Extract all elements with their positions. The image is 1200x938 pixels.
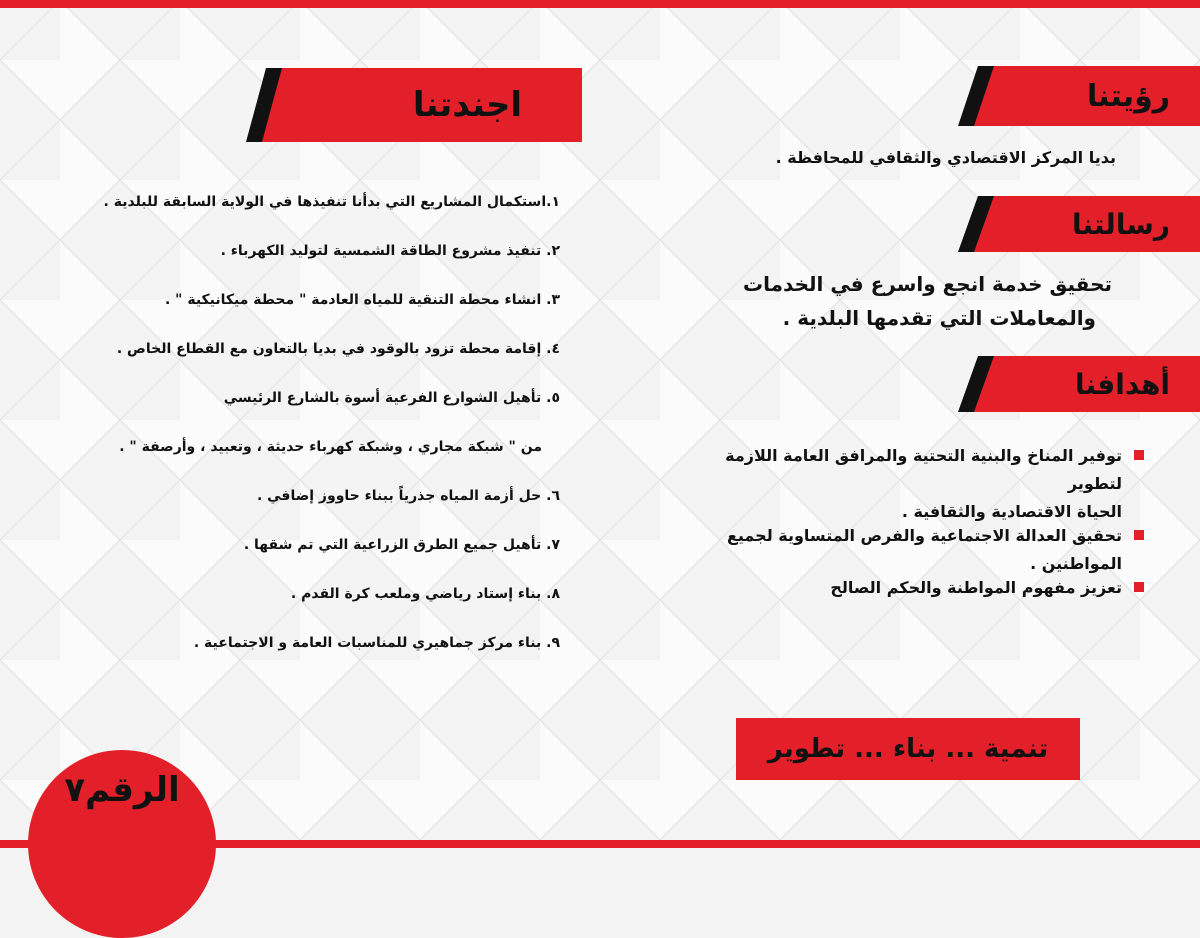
top-accent-bar — [0, 0, 1200, 8]
agenda-item: ٧. تأهيل جميع الطرق الزراعية التي تم شقها . — [243, 537, 560, 553]
mission-line-1: تحقيق خدمة انجع واسرع في الخدمات — [743, 272, 1112, 296]
goal-text-line: توفير المناخ والبنية التحتية والمرافق العامة اللازمة لتطوير — [725, 446, 1122, 493]
vision-text: بديا المركز الاقتصادي والثقافي للمحافظة . — [775, 148, 1116, 167]
bullet-square-icon — [1134, 450, 1144, 460]
bullet-square-icon — [1134, 530, 1144, 540]
agenda-item: ٩. بناء مركز جماهيري للمناسبات العامة و الاجتماعية . — [193, 635, 560, 651]
mission-line-2: والمعاملات التي تقدمها البلدية . — [782, 306, 1096, 330]
goals-heading: أهدافنا — [1074, 367, 1170, 401]
badge-text: الرقم٧ — [64, 770, 180, 810]
goal-item — [682, 574, 1122, 602]
vision-banner — [958, 66, 1200, 126]
bullet-square-icon — [1134, 582, 1144, 592]
slogan-text: تنمية ... بناء ... تطوير — [767, 734, 1049, 764]
agenda-item: ٥. تأهيل الشوارع الفرعية أسوة بالشارع الرئيسي — [223, 390, 560, 406]
agenda-list — [103, 178, 560, 668]
agenda-item: ٣. انشاء محطة التنقية للمياه العادمة " محطة ميكانيكية " . — [164, 292, 560, 308]
mission-banner — [958, 196, 1200, 252]
goal-text-line: الحياة الاقتصادية والثقافية . — [901, 502, 1122, 521]
mission-heading: رسالتنا — [1071, 207, 1170, 241]
agenda-banner — [246, 68, 582, 142]
slogan-box — [736, 718, 1080, 780]
agenda-heading: اجندتنا — [412, 85, 522, 125]
agenda-item: ٨. بناء إستاد رياضي وملعب كرة القدم . — [290, 586, 560, 602]
agenda-item: ١.استكمال المشاريع التي بدأنا تنفيذها في الولاية السابقة للبلدية . — [103, 194, 560, 210]
agenda-item: من " شبكة مجاري ، وشبكة كهرباء حديثة ، وتعبيد ، وأرصفة " . — [119, 439, 542, 455]
agenda-item: ٤. إقامة محطة تزود بالوقود في بديا بالتعاون مع القطاع الخاص . — [116, 341, 560, 357]
goals-banner — [958, 356, 1200, 412]
agenda-item: ٢. تنفيذ مشروع الطاقة الشمسية لتوليد الكهرباء . — [220, 243, 560, 259]
vision-heading: رؤيتنا — [1087, 78, 1170, 114]
goal-item — [682, 442, 1122, 526]
goal-item — [682, 522, 1122, 578]
agenda-item: ٦. حل أزمة المياه جذرياً ببناء حاووز إضافي . — [256, 488, 560, 504]
goal-text-line: تحقيق العدالة الاجتماعية والفرص المتساوية لجميع المواطنين . — [726, 526, 1122, 573]
goal-text-line: تعزيز مفهوم المواطنة والحكم الصالح — [830, 578, 1122, 597]
